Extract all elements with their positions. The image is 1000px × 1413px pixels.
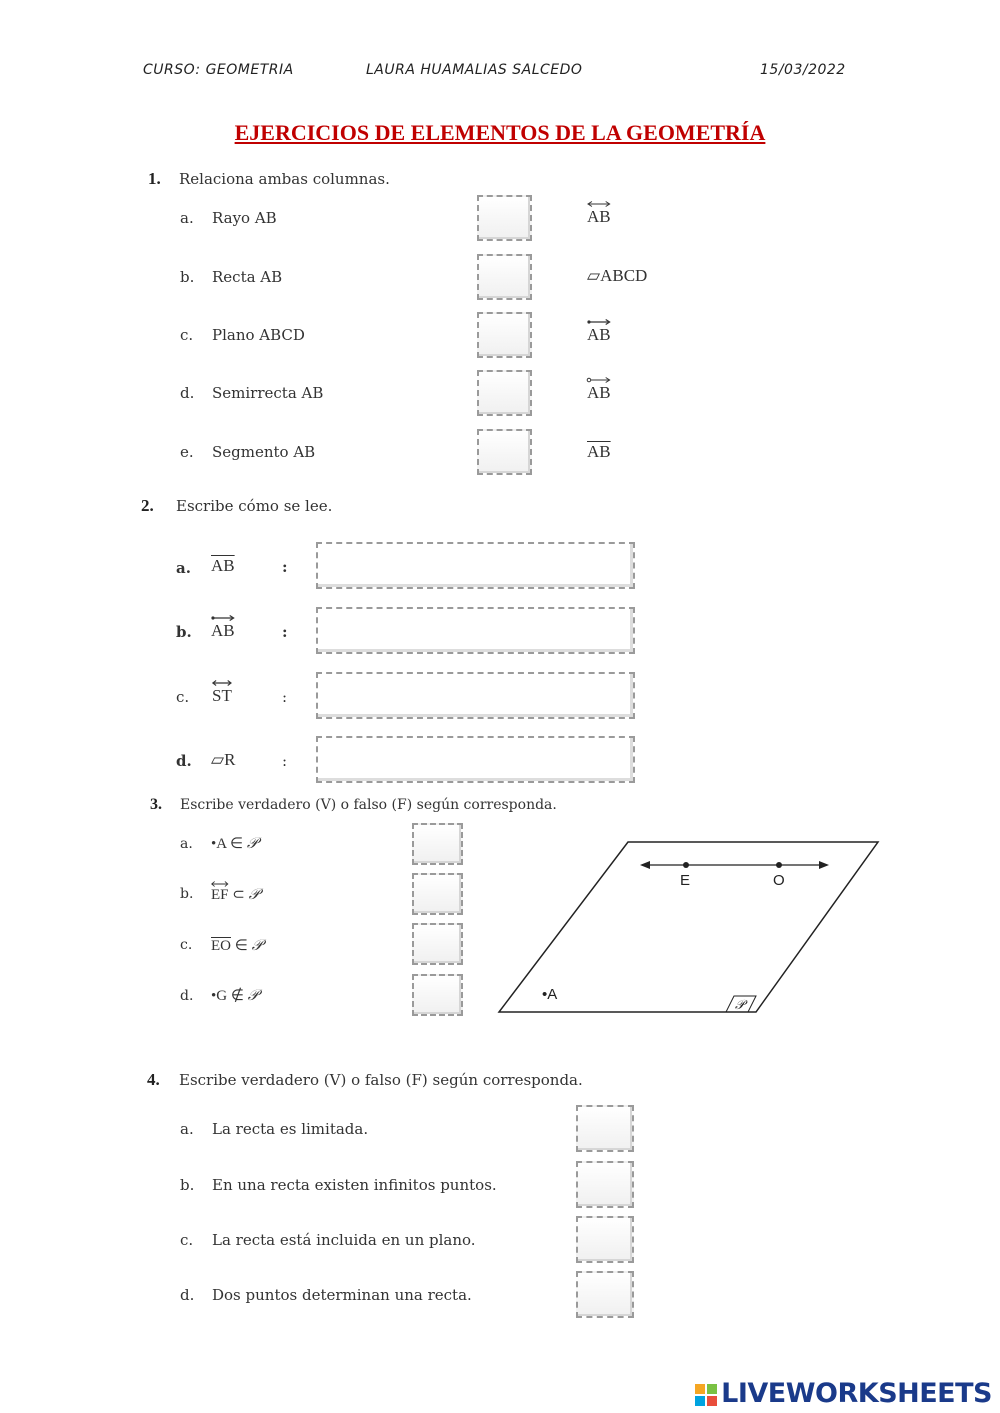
q1-item-letter: a. [180, 209, 194, 227]
q1-answer-box-d[interactable] [477, 370, 532, 416]
q4-number: 4. [147, 1070, 160, 1089]
q2-answer-field-c[interactable] [316, 672, 635, 719]
q3-answer-box-a[interactable] [412, 823, 463, 865]
q4-answer-box-d[interactable] [576, 1271, 634, 1318]
q4-item-label: Dos puntos determinan una recta. [212, 1286, 472, 1304]
q1-item-label: Recta AB [212, 268, 283, 286]
q2-colon: : [282, 558, 288, 576]
double-arrow-icon [211, 880, 229, 888]
label-a: •A [542, 986, 558, 1003]
label-plane: 𝒫 [735, 998, 745, 1013]
q1-item-letter: b. [180, 268, 195, 286]
half-line-arrow-icon [587, 376, 611, 384]
q3-item-letter: d. [180, 988, 194, 1004]
label-e: E [680, 872, 691, 889]
plane-figure [490, 832, 890, 1022]
q2-colon: : [282, 623, 288, 641]
q2-text: Escribe cómo se lee. [176, 497, 333, 515]
q2-symbol-segment: $\overline{AB}$ [211, 556, 235, 575]
q4-item-label: La recta está incluida en un plano. [212, 1231, 476, 1249]
q1-answer-box-e[interactable] [477, 429, 532, 475]
q1-item-letter: c. [180, 326, 194, 344]
arrow-right-icon [819, 861, 829, 869]
date-label: 15/03/2022 [760, 62, 846, 78]
q4-item-letter: a. [180, 1120, 194, 1138]
q1-answer-box-b[interactable] [477, 254, 532, 300]
q2-answer-field-b[interactable] [316, 607, 635, 654]
q2-answer-field-d[interactable] [316, 736, 635, 783]
q2-number: 2. [141, 496, 154, 515]
q1-answer-box-a[interactable] [477, 195, 532, 241]
q4-item-label: La recta es limitada. [212, 1120, 369, 1138]
q3-statement-a: •A ∈ 𝒫 [211, 836, 258, 852]
liveworksheets-icon [695, 1384, 717, 1406]
q4-item-letter: b. [180, 1176, 195, 1194]
q1-item-label: Plano ABCD [212, 326, 305, 344]
q3-item-letter: a. [180, 836, 193, 852]
double-arrow-icon [587, 200, 611, 208]
q2-symbol-plane: ▱R [211, 750, 236, 769]
q2-item-letter: a. [176, 559, 191, 577]
q1-item-label: Semirrecta AB [212, 384, 324, 402]
q3-answer-box-c[interactable] [412, 923, 463, 965]
page-title: EJERCICIOS DE ELEMENTOS DE LA GEOMETRÍA [234, 120, 766, 145]
q1-answer-box-c[interactable] [477, 312, 532, 358]
q4-item-letter: d. [180, 1286, 195, 1304]
q4-answer-box-c[interactable] [576, 1216, 634, 1263]
q3-statement-d: •G ∉ 𝒫 [211, 988, 259, 1004]
arrow-left-icon [640, 861, 650, 869]
course-label: CURSO: GEOMETRIA [143, 62, 294, 78]
q4-item-letter: c. [180, 1231, 194, 1249]
q2-answer-field-a[interactable] [316, 542, 635, 589]
q2-colon: : [282, 688, 288, 706]
q3-item-letter: b. [180, 886, 194, 902]
q1-symbol-ray: AB [587, 325, 611, 345]
q4-text: Escribe verdadero (V) o falso (F) según corresponda. [179, 1071, 583, 1089]
q1-symbol-plane: ▱ABCD [587, 266, 648, 285]
q3-answer-box-b[interactable] [412, 873, 463, 915]
q1-text: Relaciona ambas columnas. [179, 170, 390, 188]
q1-symbol-line: AB [587, 207, 611, 227]
q3-statement-c: $\overline{EO}$ ∈ 𝒫 [211, 938, 263, 954]
q3-item-letter: c. [180, 937, 193, 953]
q2-item-letter: c. [176, 688, 190, 706]
liveworksheets-logo[interactable] [695, 1378, 992, 1409]
q2-item-letter: b. [176, 623, 192, 641]
q4-answer-box-a[interactable] [576, 1105, 634, 1152]
ray-arrow-icon [587, 318, 611, 326]
q2-colon: : [282, 752, 288, 770]
author-name: LAURA HUAMALIAS SALCEDO [366, 62, 583, 78]
q2-symbol-ray: AB [211, 621, 235, 641]
q4-item-label: En una recta existen infinitos puntos. [212, 1176, 497, 1194]
q1-item-label: Rayo AB [212, 209, 277, 227]
point-e [683, 862, 689, 868]
q1-symbol-half-line: AB [587, 383, 611, 403]
double-arrow-icon [212, 679, 232, 687]
q1-item-letter: d. [180, 384, 195, 402]
label-o: O [773, 872, 785, 889]
q3-text: Escribe verdadero (V) o falso (F) según corresponda. [180, 797, 557, 813]
ray-arrow-icon [211, 614, 235, 622]
q3-number: 3. [150, 796, 162, 813]
q1-number: 1. [148, 169, 161, 188]
q2-item-letter: d. [176, 752, 192, 770]
brand-text: LIVEWORKSHEETS [721, 1378, 992, 1409]
point-o [776, 862, 782, 868]
q3-statement-b: EF ⊂ 𝒫 [211, 885, 259, 904]
q4-answer-box-b[interactable] [576, 1161, 634, 1208]
q3-answer-box-d[interactable] [412, 974, 463, 1016]
q2-symbol-line: ST [212, 686, 232, 706]
q1-symbol-segment: $\overline{AB}$ [587, 442, 611, 461]
q1-item-letter: e. [180, 443, 194, 461]
q1-item-label: Segmento AB [212, 443, 316, 461]
